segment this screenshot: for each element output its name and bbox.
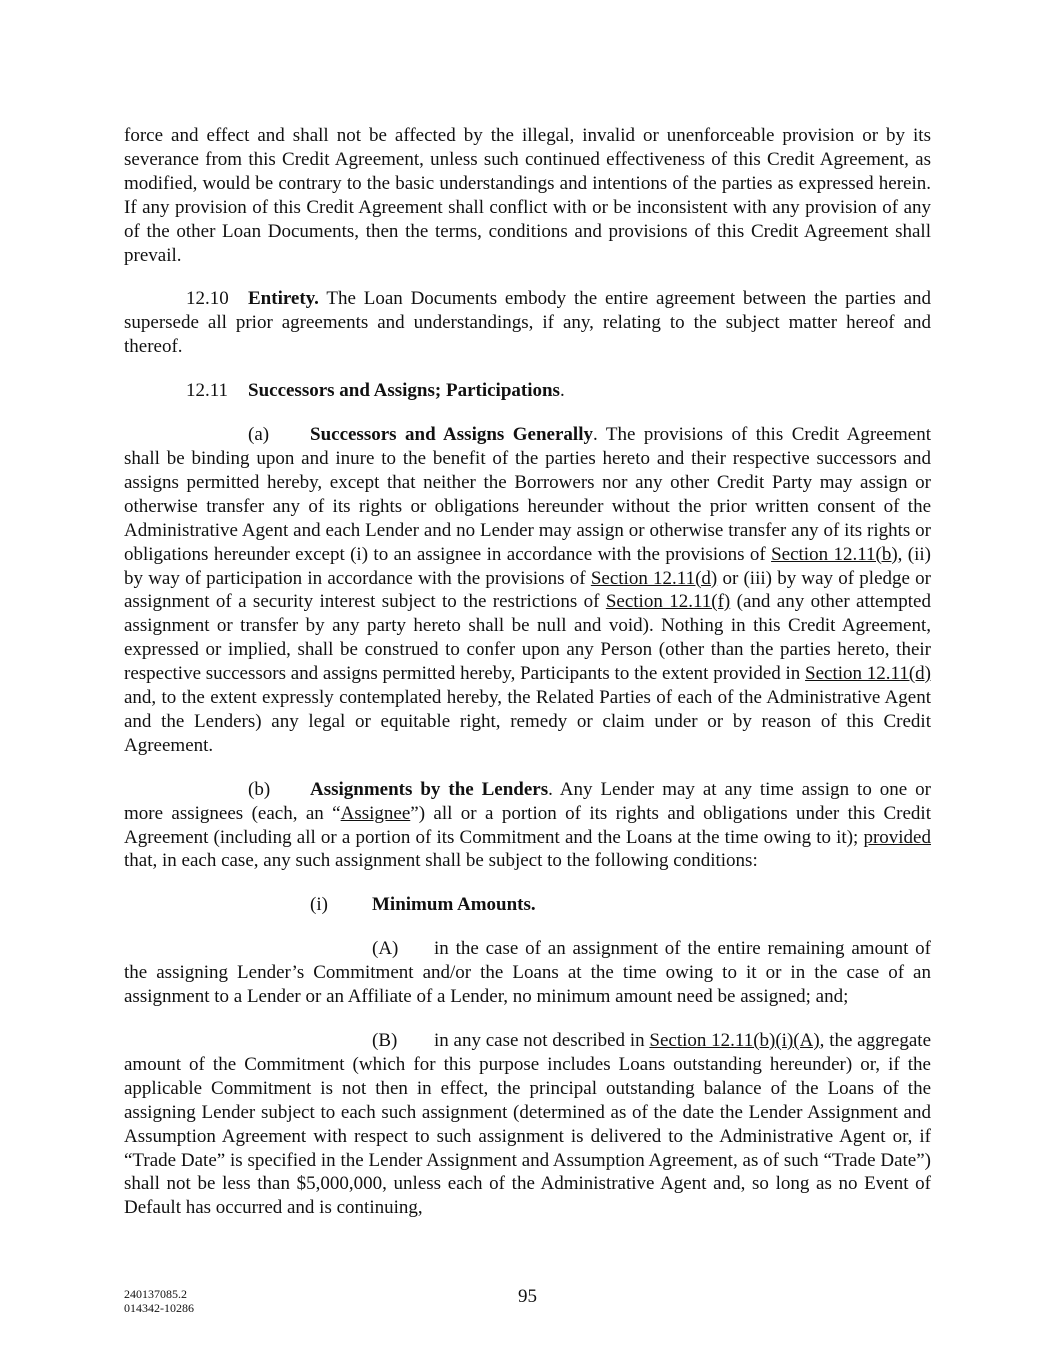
cross-reference: Section 12.11(d) (805, 663, 931, 685)
clause-text: in the case of an assignment of the entire remaining amount of the assigning Lender’s Commitment and/or the Loans at the time owing to it or in the case of an assignment to a Lender or an Affiliate of a Lender, no minimum amount need be assigned; and; (124, 938, 931, 1008)
intro-paragraph: force and effect and shall not be affected by the illegal, invalid or unenforceable provision or by its severance from this Credit Agreement, unless such continued effectiveness of this Credit Agreement, as modified, would be contrary to the basic understandings and intentions of the parties as expressed herein. If any provision of this Credit Agreement shall conflict with or be inconsistent with any provision of any of the other Loan Documents, then the terms, conditions and provisions of this Credit Agreement shall prevail. (124, 125, 931, 266)
cross-reference: Section 12.11(b) (771, 543, 898, 565)
clause-B: (B) in any case not described in Section 12.11(b)(i)(A), the aggregate amount of the Commitment (which for this purpose includes Loans outstanding hereunder) or, if the applicable Commitment is not then in effect, the principal outstanding balance of the Loans of the assigning Lender subject to each such assignment (determined as of the date the Lender Assignment and Assumption Agreement with respect to such assignment is delivered to the Administrative Agent or, if “Trade Date” is specified in the Lender Assignment and Assumption Agreement, as of such “Trade Date”) shall not be less than $5,000,000, unless each of the Administrative Agent and, so long as no Event of Default has occurred and is continuing, (124, 1030, 932, 1219)
subsection-b: (b) Assignments by the Lenders. Any Lender may at any time assign to one or more assignees (each, an “Assignee”) all or a portion of its rights and obligations under this Credit Agreement (including all or a portion of its Commitment and the Loans at the time owing to it); provided that, in each case, any such assignment shall be subject to the following conditions: (124, 778, 931, 872)
section-12-11-heading: 12.11 Successors and Assigns; Participations. (186, 380, 565, 402)
section-title: Entirety. (248, 288, 319, 310)
cross-reference: Section 12.11(d) (590, 567, 718, 589)
clause-A (124, 937, 931, 1009)
clause-title: Minimum Amounts. (372, 894, 536, 916)
clause-number: (A) (372, 938, 399, 960)
clause-number: (B) (372, 1030, 398, 1051)
subsection-title: Successors and Assigns Generally (310, 424, 593, 446)
page-number: 95 (518, 1286, 537, 1307)
section-title: Successors and Assigns; Participations (248, 380, 560, 402)
section-text: The Loan Documents embody the entire agreement between the parties and supersede all prior agreements and understandings, if any, relating to the subject matter hereof and thereof. (124, 288, 931, 358)
defined-term: Assignee (340, 802, 411, 824)
document-page (124, 124, 931, 1240)
subsection-title: Assignments by the Lenders (310, 778, 549, 800)
subsection-number: (a) (248, 424, 270, 446)
section-12-10 (124, 287, 931, 359)
document-id-line-1: 240137085.2 (124, 1287, 187, 1301)
clause-number: (i) (310, 894, 328, 916)
cross-reference: Section 12.11(f) (605, 591, 731, 613)
section-number: 12.11 (186, 380, 229, 402)
subsection-number: (b) (248, 778, 271, 800)
subsection-a: (a) Successors and Assigns Generally. The provisions of this Credit Agreement shall be binding upon and inure to the benefit of the parties hereto and their respective successors and assigns permitted hereby, except that neither the Borrowers nor any other Credit Party may assign or otherwise transfer any of its rights or obligations hereunder without the prior written consent of the Administrative Agent and each Lender and no Lender may assign or otherwise transfer any of its rights or obligations hereunder except (i) to an assignee in accordance with the provisions of Section 12.11(b), (ii) by way of participation in accordance with the provisions of Section 12.11(d) or (iii) by way of pledge or assignment of a security interest subject to the restrictions of Section 12.11(f) (and any other attempted assignment or transfer by any party hereto shall be null and void). Nothing in this Credit Agreement, expressed or implied, shall be construed to confer upon any Person (other than the parties hereto, their respective successors and assigns permitted hereby, Participants to the extent provided in Section 12.11(d) and, to the extent expressly contemplated hereby, the Related Parties of each of the Administrative Agent and the Lenders) any legal or equitable right, remedy or claim under or by reason of this Credit Agreement. (124, 424, 932, 756)
cross-reference: Section 12.11(b)(i)(A) (649, 1030, 820, 1051)
clause-i-heading (124, 893, 931, 917)
document-id-line-2: 014342-10286 (124, 1301, 194, 1315)
proviso-term: provided (863, 826, 931, 848)
section-number: 12.10 (186, 288, 229, 310)
